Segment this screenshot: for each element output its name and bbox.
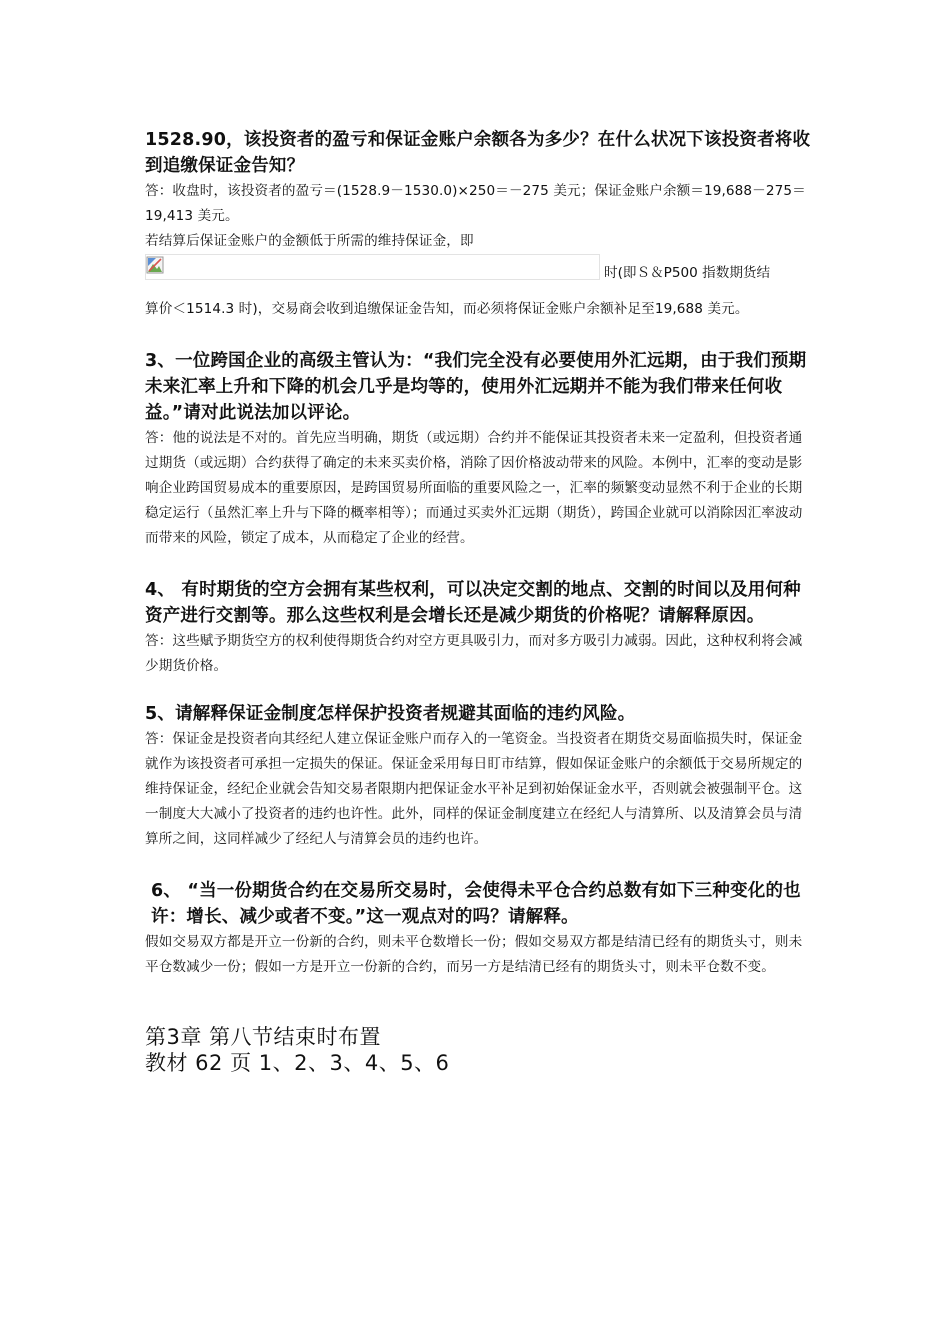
answer-margin-condition: 若结算后保证金账户的金额低于所需的维持保证金，即 xyxy=(145,233,474,249)
question-5: 5、请解释保证金制度怎样保护投资者规避其面临的违约风险。 xyxy=(145,704,636,724)
answer-profit-loss: 答：收盘时，该投资者的盈亏＝(1528.9－1530.0)×250＝－275 美元；保证金账户余额＝19,688－275＝19,413 美元。 xyxy=(145,183,806,224)
formula-tail-text: 时(即Ｓ＆P500 指数期货结 xyxy=(604,265,771,281)
answer-5: 答：保证金是投资者向其经纪人建立保证金账户而存入的一笔资金。当投资者在期货交易面临损失时，保证金就作为该投资者可承担一定损失的保证。保证金采用每日盯市结算，假如保证金账户的余额低于交易所规定的维持保证金，经纪企业就会告知交易者限期内把保证金水平补足到初始保证金水平，否则就会被强制平仓。这一制度大大减小了投资者的违约也许性。此外，同样的保证金制度建立在经纪人与清算所、以及清算会员与清算所之间，这同样减少了经纪人与清算会员的违约也许。 xyxy=(145,731,803,847)
formula-image xyxy=(145,254,600,280)
answer-3: 答：他的说法是不对的。首先应当明确，期货（或远期）合约并不能保证其投资者未来一定盈利，但投资者通过期货（或远期）合约获得了确定的未来买卖价格，消除了因价格波动带来的风险。本例中，汇率的变动是影响企业跨国贸易成本的重要原因，是跨国贸易所面临的重要风险之一，汇率的频繁变动显然不利于企业的长期稳定运行（虽然汇率上升与下降的概率相等）；而通过买卖外汇远期（期货），跨国企业就可以消除因汇率波动而带来的风险，锁定了成本，从而稳定了企业的经营。 xyxy=(145,430,803,546)
question-continued: 1528.90，该投资者的盈亏和保证金账户余额各为多少？在什么状况下该投资者将收到追缴保证金告知？ xyxy=(145,130,811,176)
answer-6: 假如交易双方都是开立一份新的合约，则未平仓数增长一份；假如交易双方都是结清已经有的期货头寸，则未平仓数减少一份；假如一方是开立一份新的合约，而另一方是结清已经有的期货头寸，则未平仓数不变。 xyxy=(145,934,803,975)
answer-margin-call: 算价＜1514.3 时)，交易商会收到追缴保证金告知，而必须将保证金账户余额补足至19,688 美元。 xyxy=(145,301,749,317)
document-page xyxy=(145,0,815,1076)
broken-image-icon xyxy=(146,256,164,274)
question-6: 6、 “当一份期货合约在交易所交易时，会使得未平仓合约总数有如下三种变化的也许：增长、减少或者不变。”这一观点对的吗？请解释。 xyxy=(151,881,801,927)
question-4: 4、 有时期货的空方会拥有某些权利，可以决定交割的地点、交割的时间以及用何种资产进行交割等。那么这些权利是会增长还是减少期货的价格呢？请解释原因。 xyxy=(145,580,801,626)
question-3: 3、一位跨国企业的高级主管认为：“我们完全没有必要使用外汇远期，由于我们预期未来汇率上升和下降的机会几乎是均等的，使用外汇远期并不能为我们带来任何收益。”请对此说法加以评论。 xyxy=(145,351,807,423)
chapter-assignment: 第3章 第八节结束时布置 xyxy=(145,1025,382,1049)
answer-4: 答：这些赋予期货空方的权利使得期货合约对空方更具吸引力，而对多方吸引力减弱。因此，这种权利将会减少期货价格。 xyxy=(145,633,803,674)
textbook-assignment: 教材 62 页 1、2、3、4、5、6 xyxy=(145,1051,450,1075)
inline-formula-line xyxy=(145,254,815,284)
